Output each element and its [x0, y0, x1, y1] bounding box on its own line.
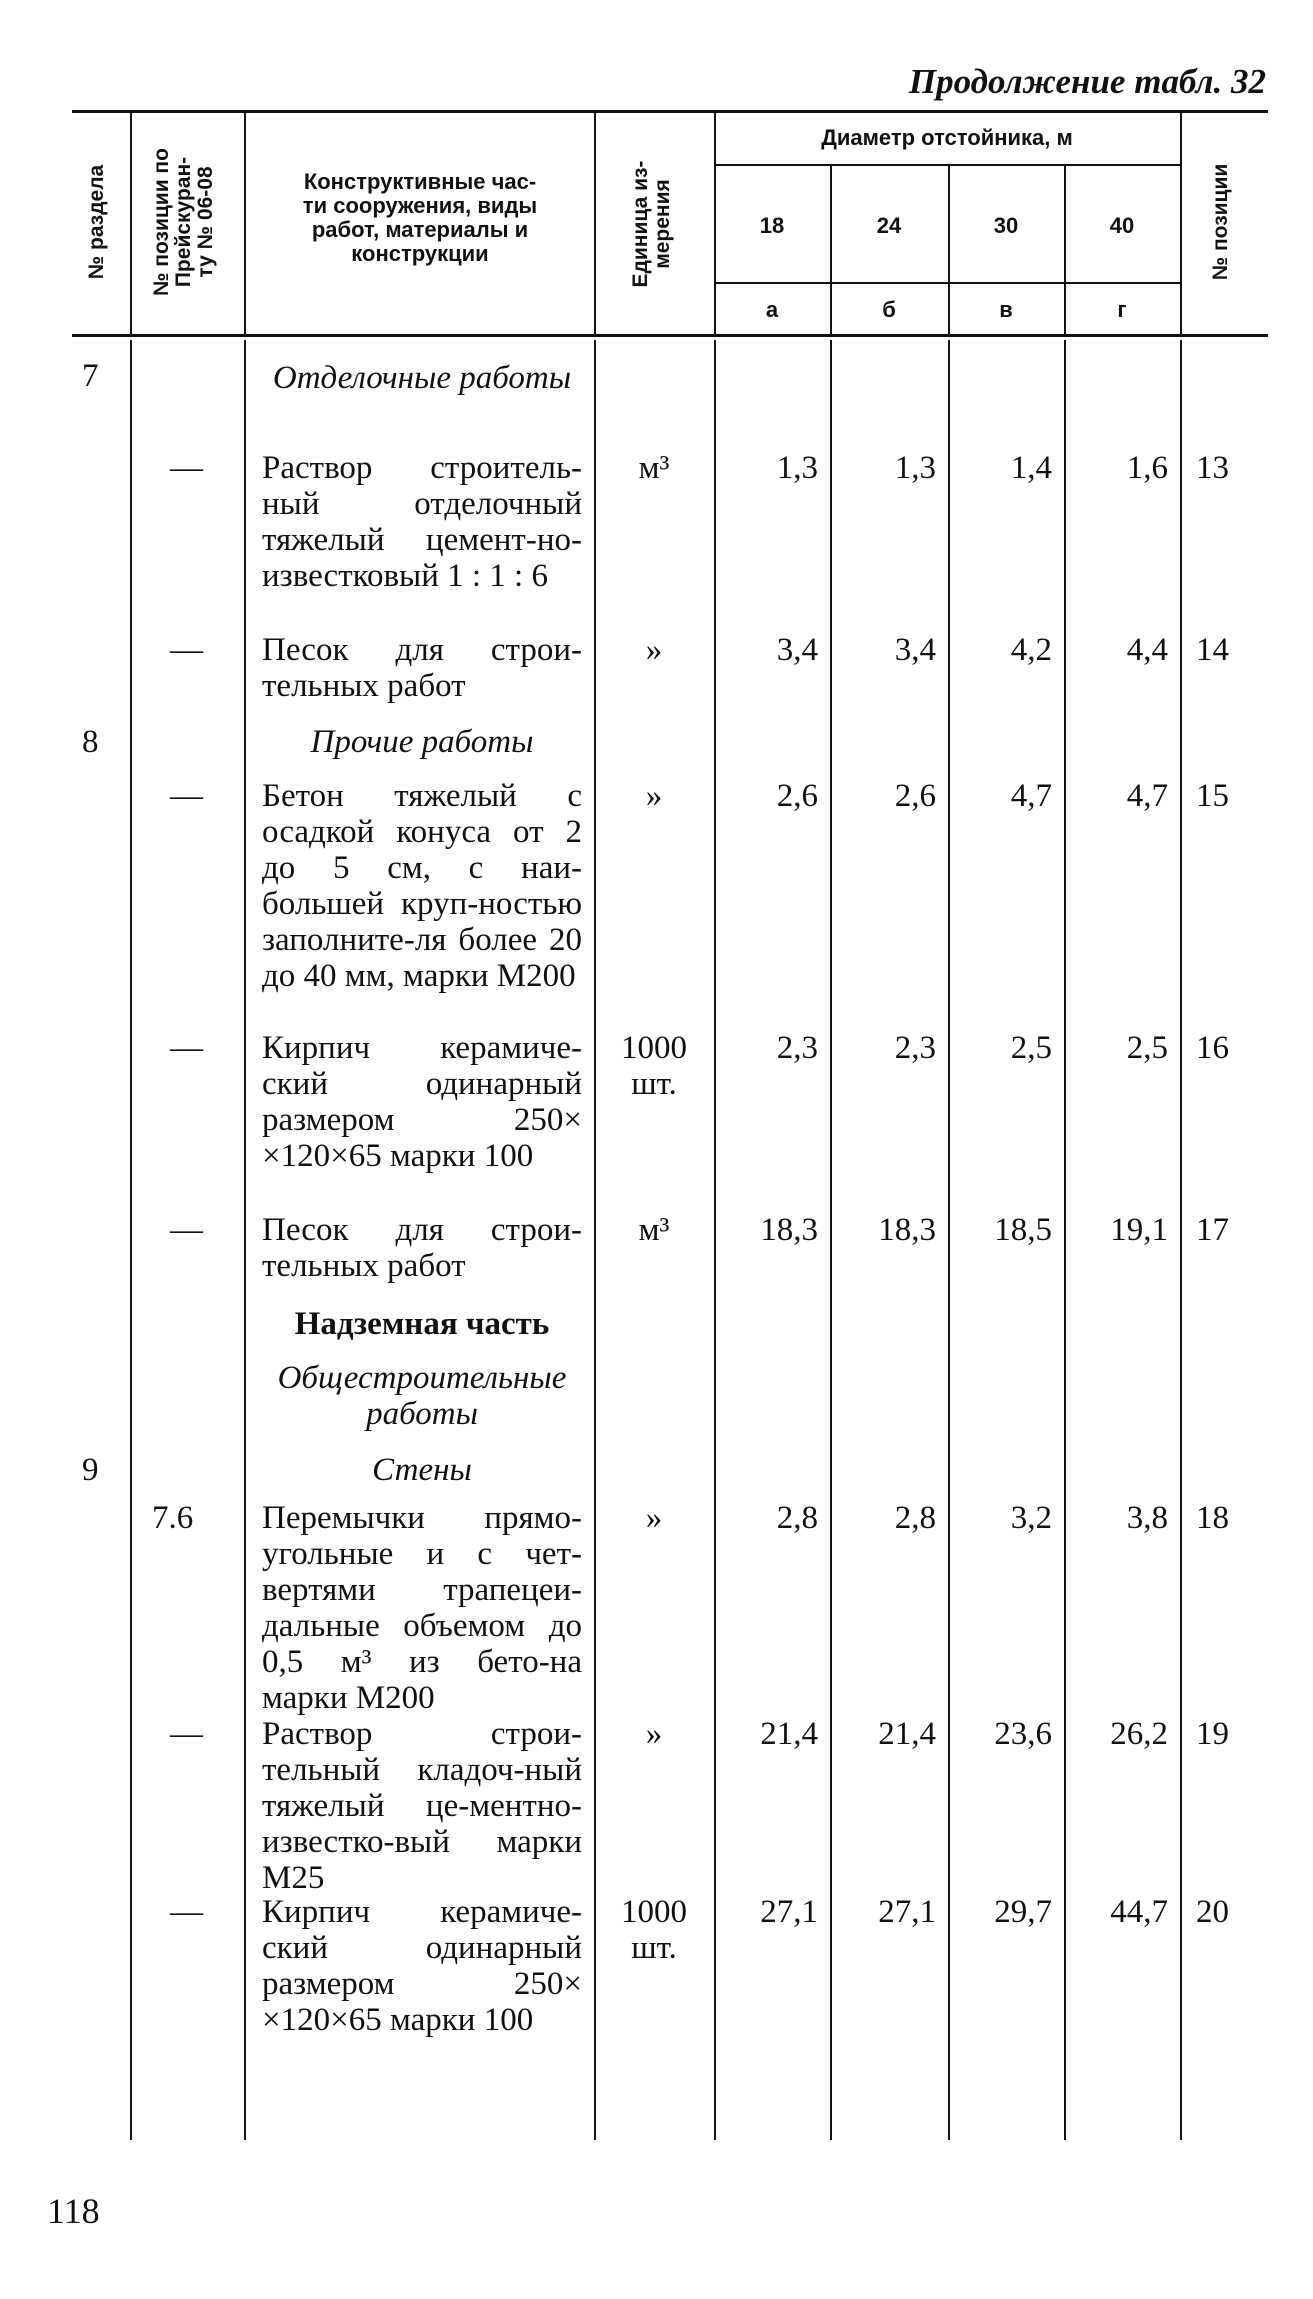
value-a: 27,1	[760, 1894, 818, 1930]
unit: 1000 шт.	[621, 1030, 687, 1102]
price-position: —	[170, 1030, 203, 1066]
position-number: 18	[1196, 1500, 1229, 1536]
price-position: —	[170, 778, 203, 814]
value-b: 2,6	[894, 778, 936, 814]
item-description: Бетон тяжелый с осадкой конуса от 2 до 5 см, с наи-большей круп-ностью заполните-ля более 20 до 40 мм, марки М200	[262, 778, 582, 994]
unit: »	[645, 778, 663, 814]
price-position: —	[170, 1212, 203, 1248]
header-letter-a: а	[765, 297, 779, 322]
position-number: 17	[1196, 1212, 1229, 1248]
table-caption: Продолжение табл. 32	[908, 62, 1266, 101]
unit: 1000 шт.	[621, 1894, 687, 1966]
position-number: 14	[1196, 632, 1229, 668]
header-divider	[594, 110, 596, 336]
header-diameter-18: 18	[759, 213, 785, 238]
heading-general-works: Общестроительные работы	[277, 1360, 567, 1432]
value-v: 2,5	[1010, 1030, 1052, 1066]
header-diameter-30: 30	[993, 213, 1019, 238]
header-section-no: № раздела	[85, 164, 108, 280]
letters-rule	[714, 282, 1180, 284]
value-b: 3,4	[894, 632, 936, 668]
item-description: Раствор строитель-ный отделочный тяжелый цемент-но-известковый 1 : 1 : 6	[262, 450, 582, 594]
item-description: Кирпич керамиче-ский одинарный размером 250× ×120×65 марки 100	[262, 1894, 582, 2038]
position-number: 13	[1196, 450, 1229, 486]
value-a: 2,6	[776, 778, 818, 814]
header-bottom-rule	[72, 334, 1268, 337]
value-a: 21,4	[760, 1716, 818, 1752]
price-position: —	[170, 1894, 203, 1930]
value-b: 2,8	[894, 1500, 936, 1536]
heading-walls: Стены	[372, 1452, 472, 1488]
value-g: 4,7	[1126, 778, 1168, 814]
item-description: Перемычки прямо-угольные и с чет-вертями трапецеи-дальные объемом до 0,5 м³ из бето-на марки М200	[262, 1500, 582, 1716]
value-b: 2,3	[894, 1030, 936, 1066]
header-description: Конструктивные час- ти сооружения, виды работ, материалы и конструкции	[302, 169, 538, 266]
position-number: 16	[1196, 1030, 1229, 1066]
price-position: —	[170, 632, 203, 668]
value-g: 44,7	[1110, 1894, 1168, 1930]
position-number: 20	[1196, 1894, 1229, 1930]
value-g: 3,8	[1126, 1500, 1168, 1536]
position-number: 15	[1196, 778, 1229, 814]
value-b: 27,1	[878, 1894, 936, 1930]
header-diameter-title: Диаметр отстойника, м	[821, 125, 1073, 150]
unit: м³	[638, 1212, 670, 1248]
value-v: 18,5	[994, 1212, 1052, 1248]
value-v: 1,4	[1010, 450, 1052, 486]
price-position: —	[170, 450, 203, 486]
page-number: 118	[47, 2191, 100, 2231]
value-g: 19,1	[1110, 1212, 1168, 1248]
column-divider	[1180, 340, 1182, 2140]
value-b: 1,3	[894, 450, 936, 486]
section-number: 7	[82, 358, 99, 394]
unit: м³	[638, 450, 670, 486]
value-a: 2,3	[776, 1030, 818, 1066]
item-description: Раствор строи-тельный кладоч-ный тяжелый це-ментно-известко-вый марки М25	[262, 1716, 582, 1896]
value-g: 1,6	[1126, 450, 1168, 486]
header-divider	[1180, 110, 1182, 336]
value-v: 29,7	[994, 1894, 1052, 1930]
header-unit: Единица из- мерения	[629, 160, 674, 288]
header-divider	[244, 110, 246, 336]
value-v: 4,2	[1010, 632, 1052, 668]
header-diameter-40: 40	[1109, 213, 1135, 238]
value-a: 3,4	[776, 632, 818, 668]
column-divider	[594, 340, 596, 2140]
position-number: 19	[1196, 1716, 1229, 1752]
header-divider	[130, 110, 132, 336]
value-g: 4,4	[1126, 632, 1168, 668]
section-number: 9	[82, 1452, 99, 1488]
header-diameter-24: 24	[876, 213, 902, 238]
header-position-no: № позиции	[1209, 163, 1232, 281]
value-v: 4,7	[1010, 778, 1052, 814]
value-a: 18,3	[760, 1212, 818, 1248]
heading-above-ground: Надземная часть	[294, 1306, 550, 1342]
header-letter-g: г	[1117, 297, 1127, 322]
price-position: 7.6	[152, 1500, 194, 1536]
value-g: 2,5	[1126, 1030, 1168, 1066]
value-v: 3,2	[1010, 1500, 1052, 1536]
header-price-position: № позиции по Прейскуран- ту № 06-08	[150, 148, 217, 296]
unit: »	[645, 1716, 663, 1752]
table-top-rule	[72, 110, 1268, 113]
value-b: 18,3	[878, 1212, 936, 1248]
value-g: 26,2	[1110, 1716, 1168, 1752]
value-v: 23,6	[994, 1716, 1052, 1752]
header-letter-b: б	[882, 297, 896, 322]
item-description: Песок для строи-тельных работ	[262, 1212, 582, 1284]
column-divider	[130, 340, 132, 2140]
value-a: 1,3	[776, 450, 818, 486]
item-description: Кирпич керамиче-ский одинарный размером 250× ×120×65 марки 100	[262, 1030, 582, 1174]
price-position: —	[170, 1716, 203, 1752]
unit: »	[645, 1500, 663, 1536]
unit: »	[645, 632, 663, 668]
heading-other-works: Прочие работы	[310, 724, 534, 760]
header-letter-v: в	[999, 297, 1013, 322]
item-description: Песок для строи-тельных работ	[262, 632, 582, 704]
heading-finishing-works: Отделочные работы	[272, 360, 572, 396]
column-divider	[244, 340, 246, 2140]
section-number: 8	[82, 724, 99, 760]
value-b: 21,4	[878, 1716, 936, 1752]
value-a: 2,8	[776, 1500, 818, 1536]
diameter-title-rule	[714, 164, 1180, 166]
